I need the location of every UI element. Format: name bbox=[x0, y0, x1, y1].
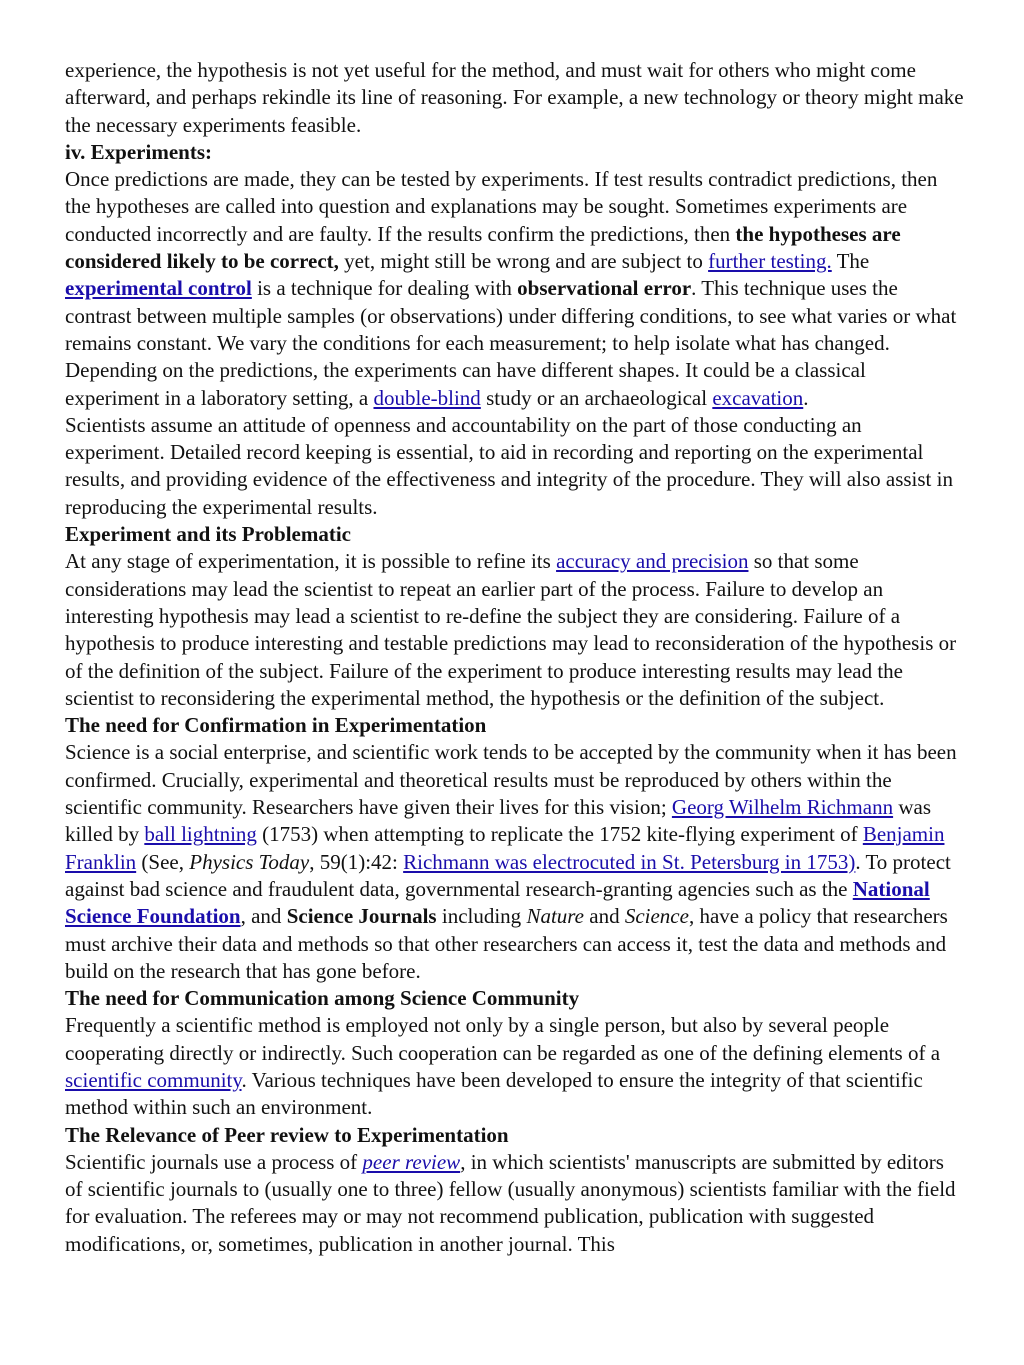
journal-nature: Nature bbox=[526, 904, 584, 929]
link-accuracy-and-precision[interactable]: accuracy and precision bbox=[556, 549, 749, 574]
document-page bbox=[65, 57, 965, 1258]
heading-confirmation: The need for Confirmation in Experimentation bbox=[65, 713, 487, 738]
link-georg-wilhelm-richmann[interactable]: Georg Wilhelm Richmann bbox=[671, 795, 894, 820]
emphasis-science-journals: Science Journals bbox=[286, 904, 437, 929]
link-benjamin-franklin[interactable]: Benjamin Franklin bbox=[65, 822, 945, 874]
paragraph-openness: Scientists assume an attitude of openness and accountability on the part of those conducting an experiment. Detailed record keeping is essential, to aid in recording and reporting on the experimental results, and providing evidence of the effectiveness and integrity of the procedure. They will also assist in reproducing the experimental results. bbox=[65, 412, 953, 519]
emphasis-observational-error: observational error bbox=[517, 276, 692, 301]
link-peer-review[interactable]: peer review bbox=[362, 1149, 461, 1174]
heading-communication: The need for Communication among Science Community bbox=[65, 986, 580, 1011]
link-experimental-control[interactable]: experimental control bbox=[65, 276, 252, 301]
heading-problematic: Experiment and its Problematic bbox=[65, 522, 352, 547]
emphasis-likely-correct: the hypotheses are considered likely to be correct, bbox=[65, 221, 901, 274]
paragraph-experiments: Once predictions are made, they can be tested by experiments. If test results contradict predictions, then the hypotheses are called into question and explanations may be sought. Sometimes experiments are conducted incorrectly and are faulty. If the results confirm the predictions, then the hypotheses are considered likely to be correct, yet, might still be wrong and are subject to further testing. The experimental control is a technique for dealing with observational error. This technique uses the contrast between multiple samples (or observations) under differing conditions, to see what varies or what remains constant. We vary the conditions for each measurement; to help isolate what has changed. Depending on the predictions, the experiments can have different shapes. It could be a classical experiment in a laboratory setting, a double-blind study or an archaeological excavation. bbox=[65, 167, 957, 410]
link-further-testing[interactable]: further testing. bbox=[708, 249, 832, 274]
paragraph-problematic: At any stage of experimentation, it is possible to refine its accuracy and precision so that some considerations may lead the scientist to repeat an earlier part of the process. Failure to develop an interesting hypothesis may lead a scientist to re-define the subject they are considering. Failure of a hypothesis to produce interesting and testable predictions may lead to reconsideration of the hypothesis or of the definition of the subject. Failure of the experiment to produce interesting results may lead the scientist to reconsidering the experimental method, the hypothesis or the definition of the subject. bbox=[65, 549, 957, 710]
link-national-science-foundation[interactable]: National Science Foundation bbox=[65, 876, 930, 929]
paragraph-hypothesis-continuation: experience, the hypothesis is not yet useful for the method, and must wait for others who might come afterward, and perhaps rekindle its line of reasoning. For example, a new technology or theory might make the necessary experiments feasible. bbox=[65, 58, 964, 137]
link-excavation[interactable]: excavation bbox=[712, 385, 804, 410]
paragraph-peer-review: Scientific journals use a process of peer review, in which scientists' manuscripts are submitted by editors of scientific journals to (usually one to three) fellow (usually anonymous) scientists familiar with the field for evaluation. The referees may or may not recommend publication, publication with suggested modifications, or, sometimes, publication in another journal. This bbox=[65, 1149, 956, 1256]
link-double-blind[interactable]: double-blind bbox=[373, 385, 481, 410]
paragraph-communication: Frequently a scientific method is employed not only by a single person, but also by several people cooperating directly or indirectly. Such cooperation can be regarded as one of the defining elements of a scientific community. Various techniques have been developed to ensure the integrity of that scientific method within such an environment. bbox=[65, 1013, 941, 1120]
heading-peer-review: The Relevance of Peer review to Experimentation bbox=[65, 1122, 509, 1147]
link-scientific-community[interactable]: scientific community bbox=[65, 1067, 242, 1092]
link-richmann-electrocuted[interactable]: Richmann was electrocuted in St. Petersburg in 1753) bbox=[403, 849, 856, 874]
heading-experiments: iv. Experiments: bbox=[65, 139, 212, 164]
link-ball-lightning[interactable]: ball lightning bbox=[144, 822, 257, 847]
journal-science: Science bbox=[624, 904, 689, 929]
paragraph-confirmation: Science is a social enterprise, and scientific work tends to be accepted by the community when it has been confirmed. Crucially, experimental and theoretical results must be reproduced by others within the scientific community. Researchers have given their lives for this vision; Georg Wilhelm Richmann was killed by ball lightning (1753) when attempting to replicate the 1752 kite-flying experiment of Benjamin Franklin (See, Physics Today, 59(1):42: Richmann was electrocuted in St. Petersburg in 1753). To protect against bad science and fraudulent data, governmental research-granting agencies such as the National Science Foundation, and Science Journals including Nature and Science, have a policy that researchers must archive their data and methods so that other researchers can access it, test the data and methods and build on the research that has gone before. bbox=[65, 740, 957, 983]
citation-physics-today: Physics Today bbox=[189, 849, 310, 874]
